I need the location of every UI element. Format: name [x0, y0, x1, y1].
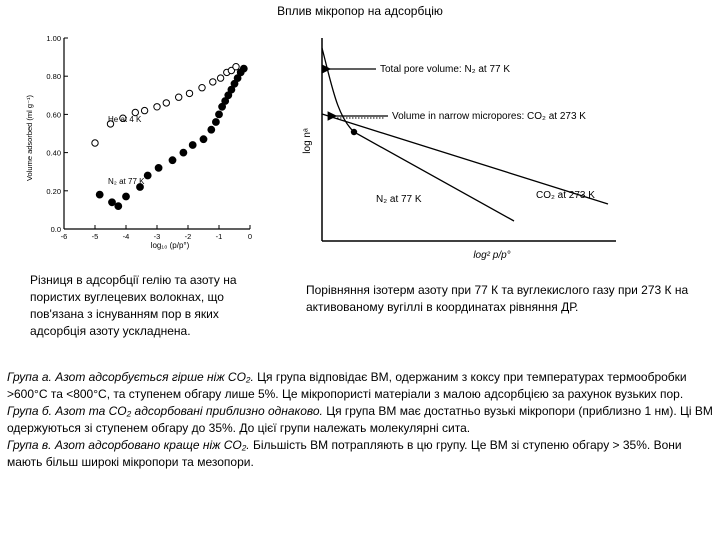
- n2-data-point: [200, 136, 207, 143]
- group-b-paragraph: [7, 403, 715, 437]
- group-a-heading: Група а. Азот адсорбується гірше ніж CO₂.: [7, 370, 254, 384]
- left-y-tick-label: 1.00: [46, 34, 61, 43]
- n2-data-point: [123, 193, 130, 200]
- left-x-tick-label: -4: [122, 232, 130, 241]
- n2-data-point: [144, 172, 151, 179]
- left-x-tick-label: -1: [215, 232, 223, 241]
- group-a-text: Ця група відповідає ВМ, одержаним з коксу при температурах термообробки >600°С та <800°С, та ступенем обгару лише 5%. Це мікропористі матеріали з малою адсорбцією за рахунок вузьких пор.: [7, 370, 687, 401]
- n2-data-point: [240, 65, 247, 72]
- group-descriptions: [7, 369, 715, 471]
- n2-data-point: [216, 111, 223, 118]
- he-data-point: [141, 107, 147, 113]
- dr-isotherm-chart: [292, 26, 622, 266]
- n2-data-point: [155, 165, 162, 172]
- n2-data-point: [213, 119, 220, 126]
- left-x-axis-label: log₁₀ (p/p°): [150, 241, 190, 250]
- left-y-tick-label: 0.80: [46, 72, 61, 82]
- left-caption: Різниця в адсорбції гелію та азоту на пористих вуглецевих волокнах, що пов'язана з існуванням пор в яких адсорбція азоту ускладнена.: [30, 273, 237, 338]
- he-data-point: [186, 90, 192, 96]
- adsorption-scatter-chart: [20, 26, 260, 266]
- n2-data-point: [115, 203, 122, 210]
- he-data-point: [154, 104, 160, 110]
- right-x-axis-label: log² p/p°: [473, 250, 511, 261]
- left-x-tick-label: -2: [184, 232, 192, 241]
- left-x-tick-label: 0: [247, 232, 253, 241]
- left-x-tick-label: -6: [60, 232, 68, 241]
- right-caption: Порівняння ізотерм азоту при 77 К та вуглекислого газу при 273 К на активованому вугіллі в координатах рівняння ДР.: [306, 283, 689, 314]
- n2-data-point: [189, 142, 196, 149]
- he-data-point: [217, 75, 223, 81]
- annotation-total-pore-volume: Total pore volume: N₂ at 77 K: [380, 64, 511, 75]
- he-data-point: [210, 79, 216, 85]
- left-y-tick-label: 0.0: [50, 225, 61, 234]
- he-data-point: [92, 140, 98, 146]
- group-a-paragraph: [7, 369, 715, 403]
- annotation-narrow-micropores: Volume in narrow micropores: CO₂ at 273 K: [392, 111, 586, 122]
- left-y-tick-label: 0.40: [46, 148, 61, 158]
- left-x-tick-label: -5: [91, 232, 99, 241]
- annotation-n2-line: N₂ at 77 K: [376, 194, 422, 205]
- left-y-tick-label: 0.60: [46, 110, 61, 120]
- n2-data-point: [96, 191, 103, 198]
- he-data-point: [163, 100, 169, 106]
- left-y-axis-label: Volume adsorbed (ml g⁻¹): [25, 94, 34, 182]
- group-c-paragraph: [7, 437, 715, 471]
- annotation-he: He at 4 K: [108, 115, 142, 124]
- group-c-heading: Група в. Азот адсорбовано краще ніж CO₂.: [7, 438, 250, 452]
- right-y-axis-label: log nᵃ: [302, 128, 313, 154]
- annotation-n2: N₂ at 77 K: [108, 177, 145, 186]
- left-x-tick-label: -3: [153, 232, 161, 241]
- page-title: Вплив мікропор на адсорбцію: [277, 4, 443, 18]
- annotation-co2-line: CO₂ at 273 K: [536, 190, 595, 201]
- n2-data-point: [208, 126, 215, 133]
- group-b-text: Ця група ВМ має достатньо вузькі мікропори (приблизно 1 нм). Ці ВМ одержуються зі ступенем обгару до 35%. До цієї групи належать молекулярні сита.: [7, 404, 713, 435]
- he-data-point: [199, 85, 205, 91]
- n2-data-point: [180, 149, 187, 156]
- group-c-text: Більшість ВМ потрапляють в цю групу. Це ВМ зі ступеню обгару > 35%. Вони мають більш широкі мікропори та мезопори.: [7, 438, 682, 469]
- n2-intercept-point: [351, 129, 357, 135]
- group-b-heading: Група б. Азот та CO₂ адсорбовані приблизно однаково.: [7, 404, 323, 418]
- n2-data-point: [109, 199, 116, 206]
- he-data-point: [176, 94, 182, 100]
- n2-data-point: [169, 157, 176, 164]
- left-y-tick-label: 0.20: [46, 186, 61, 196]
- he-data-point: [233, 64, 239, 70]
